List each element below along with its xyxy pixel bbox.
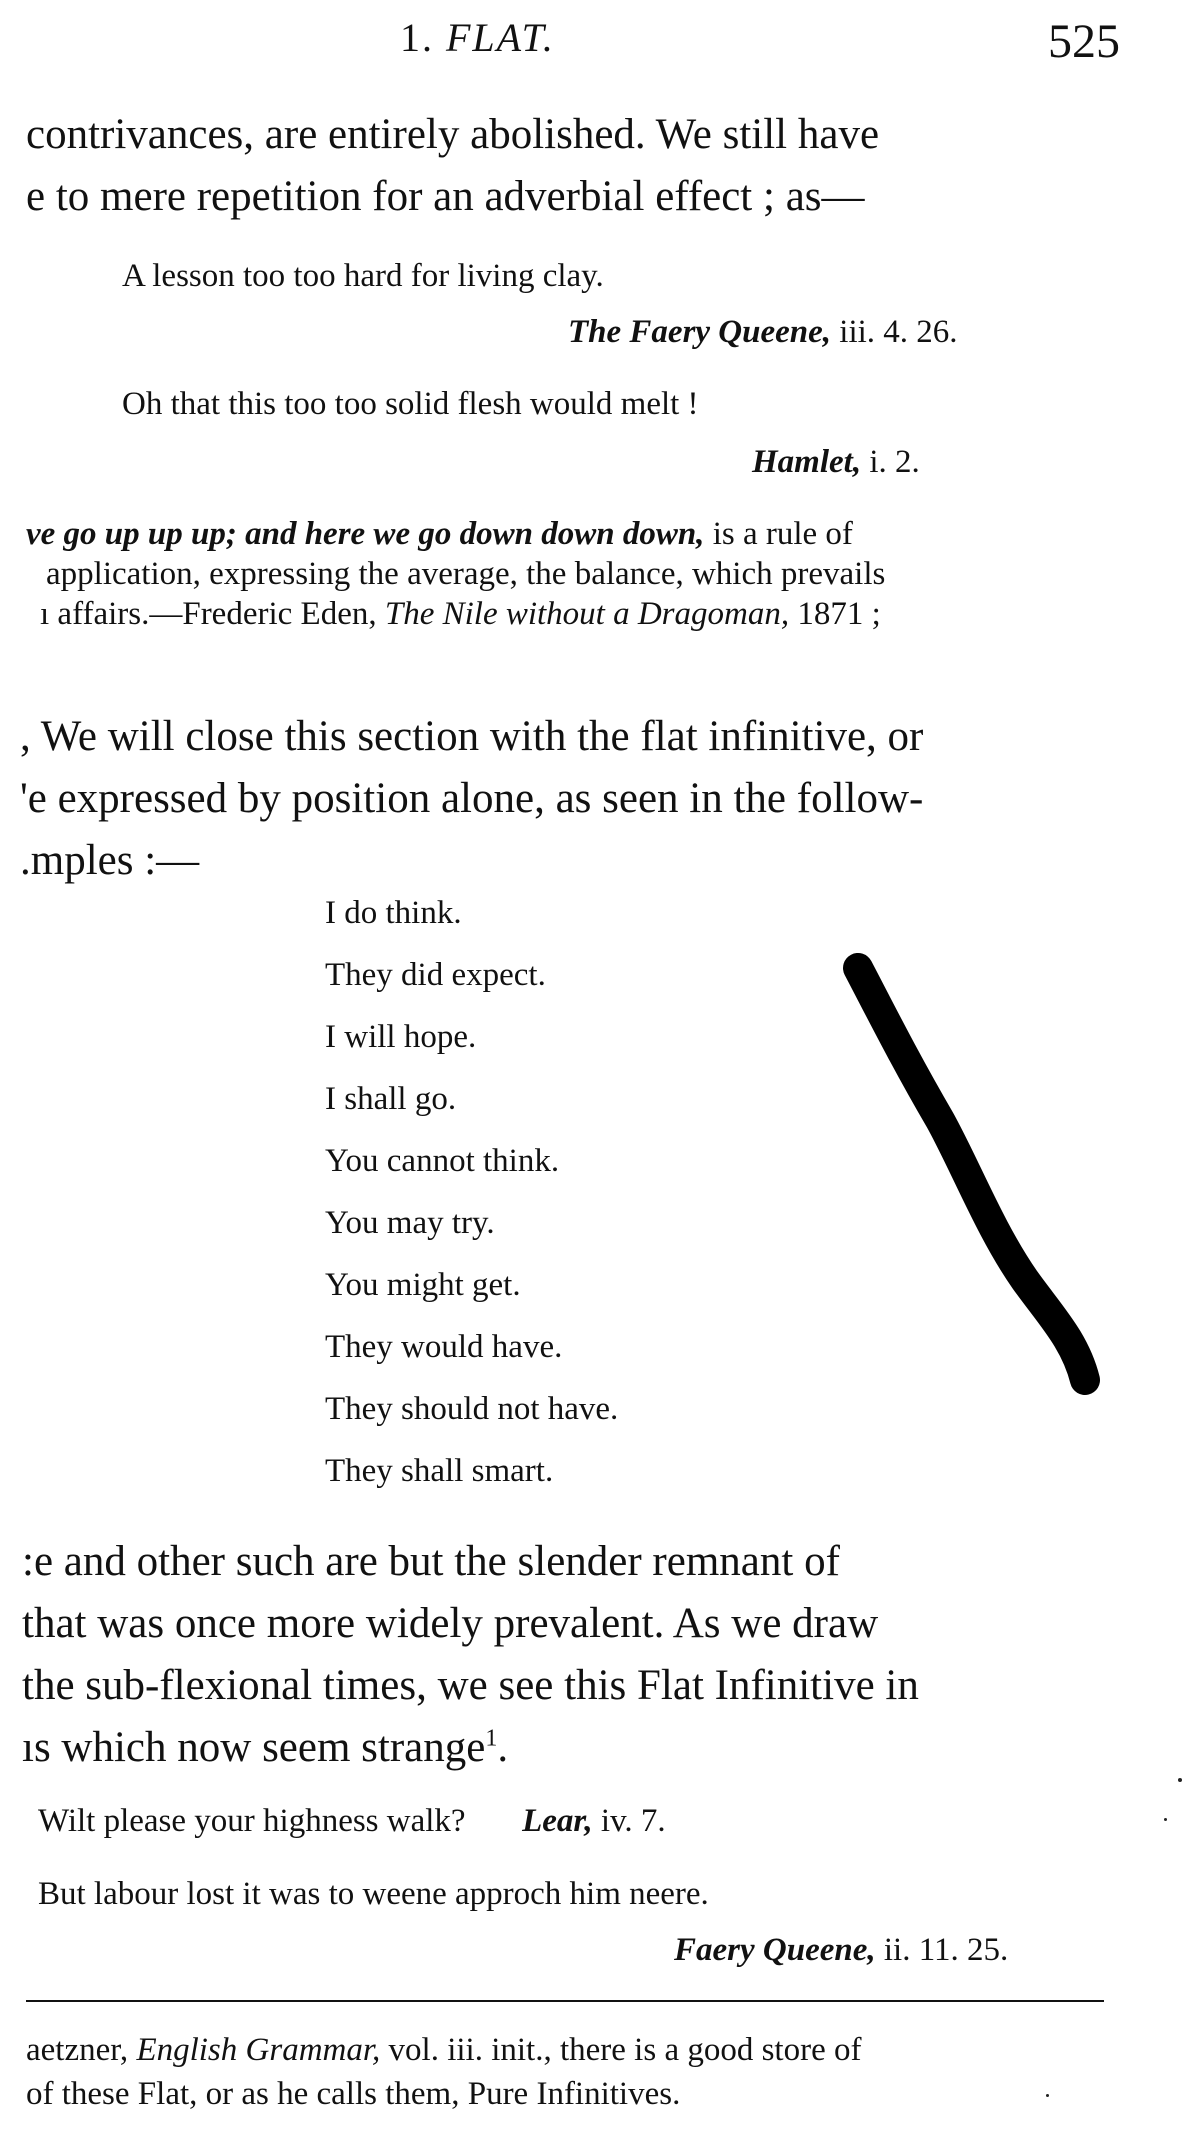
example-line: You cannot think. (325, 1143, 560, 1179)
scan-speck (1178, 1778, 1182, 1782)
paragraph-line: :e and other such are but the slender remnant of (22, 1538, 840, 1585)
footnote-text: aetzner, (26, 2032, 137, 2068)
citation-title: The Faery Queene, (568, 314, 832, 350)
footnote-text: vol. iii. init., there is a good store of (380, 2032, 862, 2068)
paragraph-line: contrivances, are entirely abolished. We still have (26, 111, 880, 158)
book-title: The Nile without a Dragoman, (384, 596, 790, 632)
citation-ref: iv. 7. (592, 1803, 666, 1839)
example-line: They would have. (325, 1329, 563, 1365)
citation-ref: ii. 11. 25. (875, 1932, 1009, 1968)
citation-ref: iii. 4. 26. (831, 314, 958, 350)
citation-title: Lear, (522, 1803, 593, 1839)
example-line: I shall go. (325, 1081, 457, 1117)
paragraph-line: that was once more widely prevalent. As we draw (22, 1600, 879, 1647)
paragraph-text: ıs which now seem strange (22, 1724, 486, 1771)
example-line: They should not have. (325, 1391, 619, 1427)
prose-quote-text: 1871 ; (789, 596, 881, 632)
prose-quote-italic: ve go up up up; and here we go down down down, (26, 516, 705, 552)
verse-quote: A lesson too too hard for living clay. (122, 258, 604, 294)
book-title: English Grammar, (136, 2032, 381, 2068)
citation-ref: i. 2. (861, 444, 920, 480)
paragraph-text: . (497, 1724, 509, 1771)
prose-quote-text: ı affairs.—Frederic Eden, (40, 596, 385, 632)
paragraph-line: the sub-flexional times, we see this Flat Infinitive in (22, 1662, 919, 1709)
verse-quote-text: Wilt please your highness walk? (38, 1803, 466, 1839)
footnote-marker: 1 (485, 1725, 498, 1752)
verse-quote: Oh that this too too solid flesh would melt ! (122, 386, 699, 422)
footnote-line (26, 2032, 861, 2069)
paragraph-line: , We will close this section with the flat infinitive, or (20, 713, 924, 760)
paragraph-line: .mples :— (20, 837, 200, 884)
citation-title: Hamlet, (752, 444, 862, 480)
page-number: 525 (1048, 15, 1120, 68)
paragraph-line (22, 1723, 508, 1772)
quote-citation (674, 1932, 1008, 1969)
paragraph-line: e to mere repetition for an adverbial effect ; as— (26, 173, 865, 220)
example-line: You might get. (325, 1267, 521, 1303)
example-line: I will hope. (325, 1019, 477, 1055)
example-line: They did expect. (325, 957, 546, 993)
header-section-title: FLAT. (446, 15, 555, 60)
paragraph-line: 'e expressed by position alone, as seen in the follow- (20, 775, 924, 822)
example-line: You may try. (325, 1205, 495, 1241)
prose-quote-text: is a rule of (704, 516, 853, 552)
verse-quote (38, 1803, 666, 1840)
footnote-divider (26, 2000, 1104, 2002)
citation-title: Faery Queene, (674, 1932, 876, 1968)
prose-quote-line: application, expressing the average, the balance, which prevails (46, 556, 886, 592)
example-line: I do think. (325, 895, 462, 931)
scan-speck (1164, 1818, 1167, 1821)
verse-quote: But labour lost it was to weene approch him neere. (38, 1876, 709, 1912)
header-section-number: 1. (400, 15, 434, 60)
scan-speck (1046, 2094, 1049, 2097)
example-line: They shall smart. (325, 1453, 554, 1489)
footnote-line: of these Flat, or as he calls them, Pure Infinitives. (26, 2076, 681, 2112)
